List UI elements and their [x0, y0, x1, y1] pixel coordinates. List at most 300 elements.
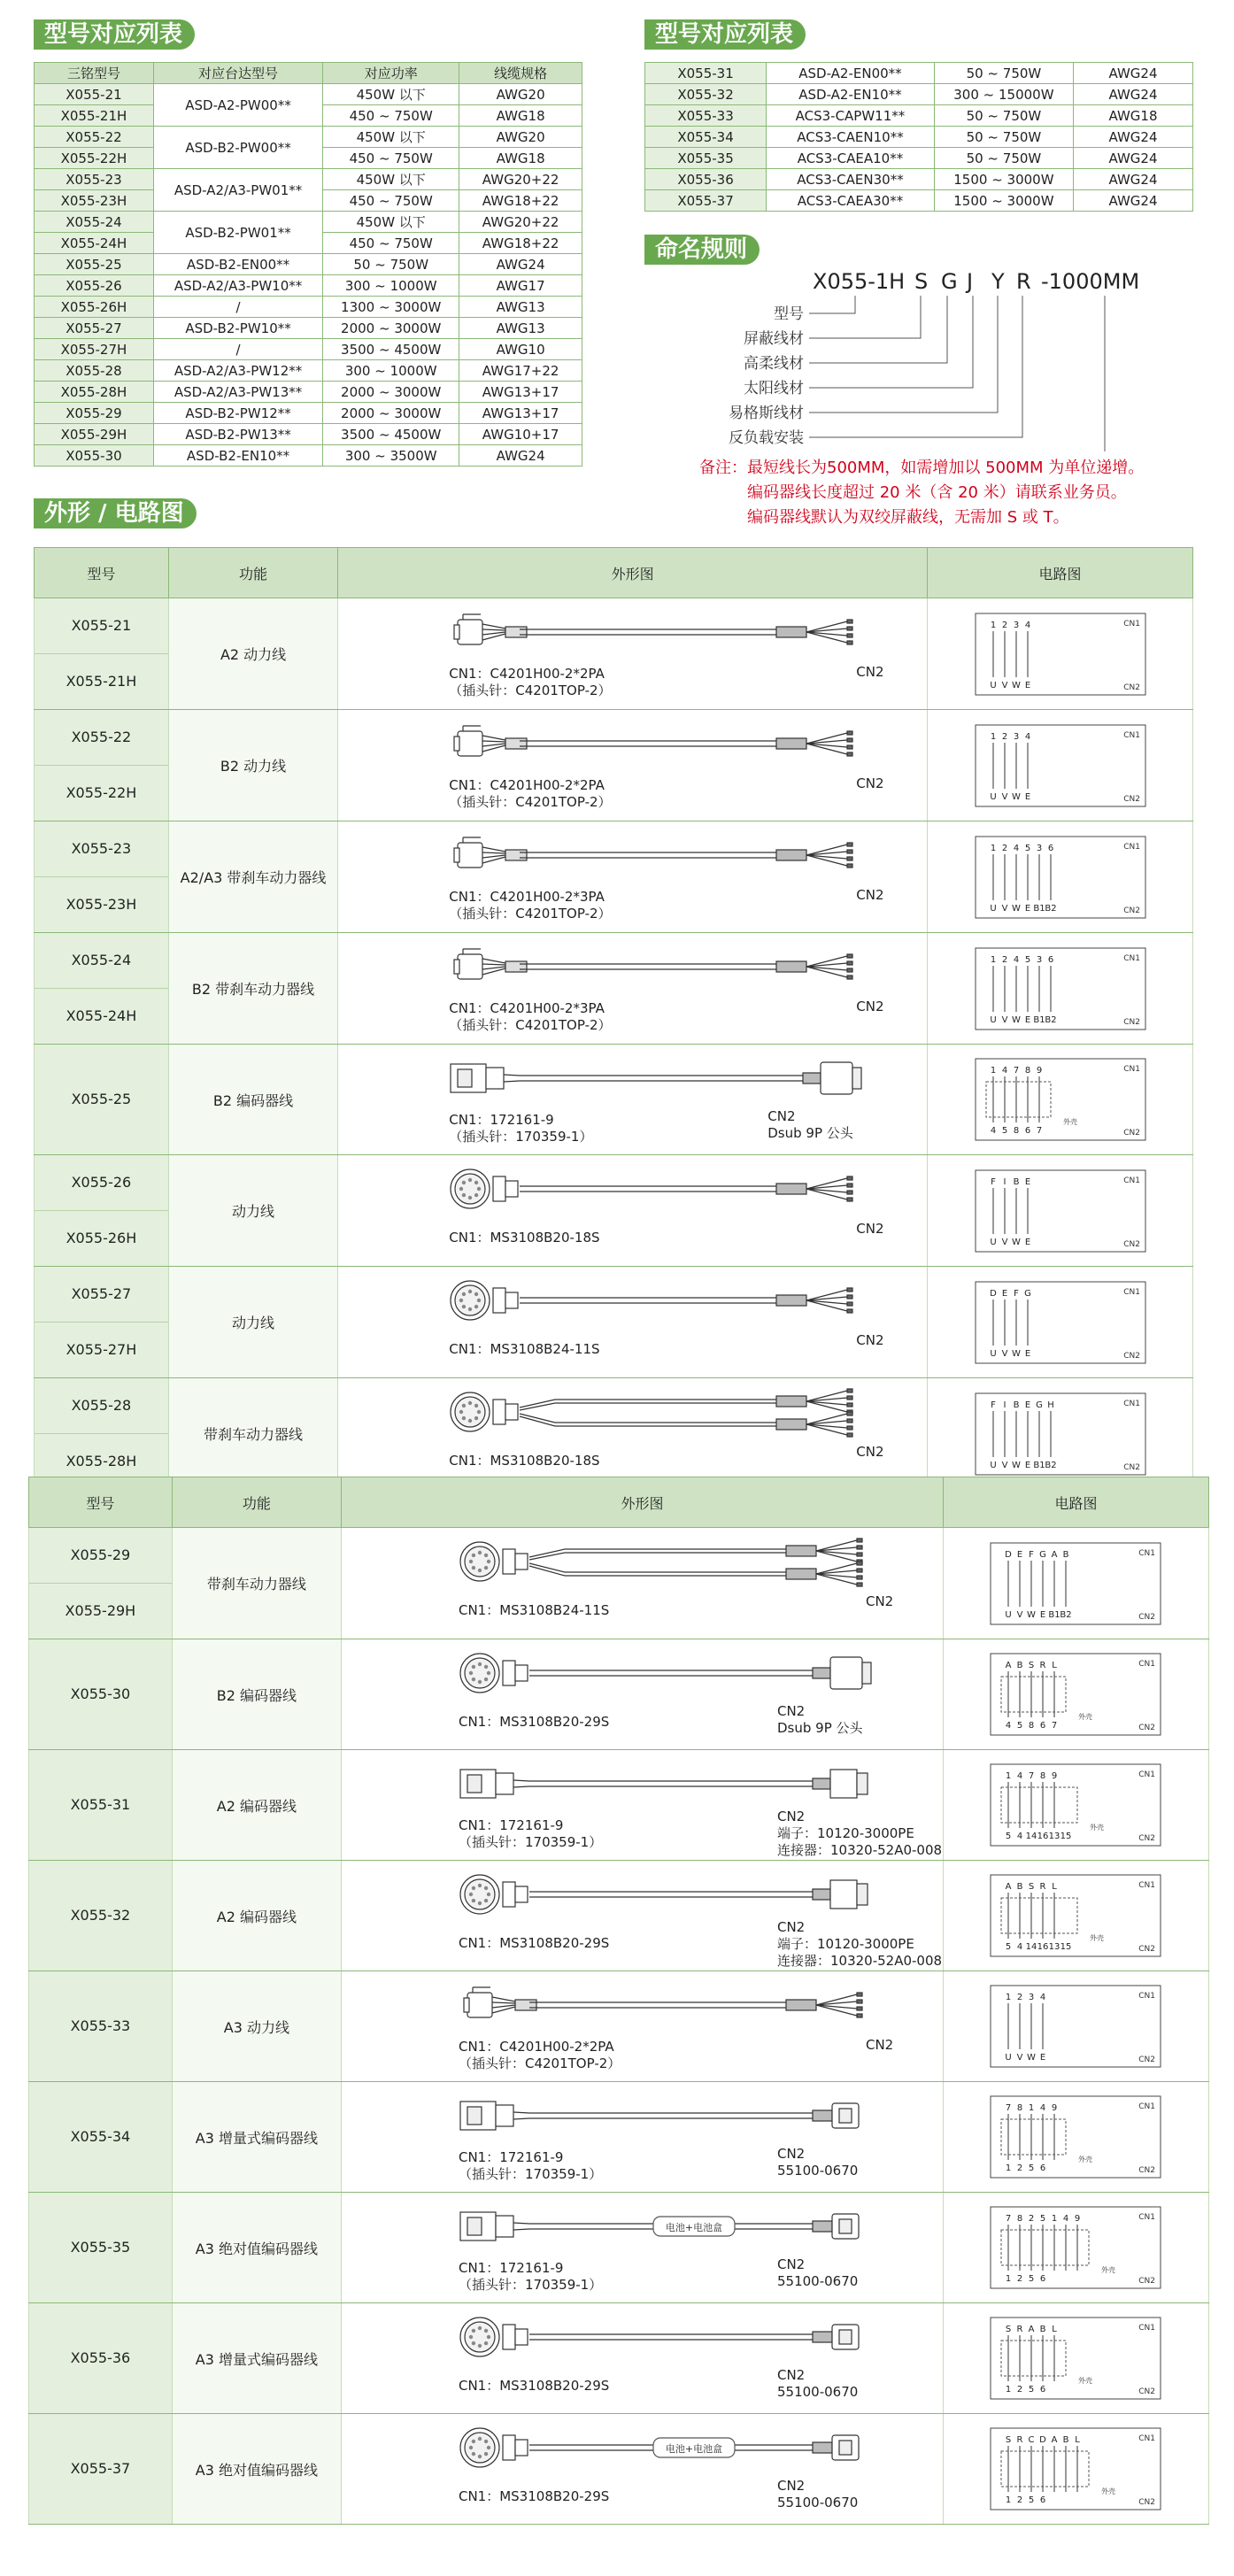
- cn1-label-line: （插头针：C4201TOP-2）: [449, 1017, 612, 1033]
- outline-drawing-cell: [341, 1528, 943, 1639]
- outline-header: 电路图: [928, 548, 1193, 598]
- naming-code-part: X055-1H: [813, 269, 906, 294]
- map-header: 对应台达型号: [153, 63, 322, 84]
- circuit-pin-top: 5: [1024, 954, 1030, 965]
- map-power: 3500 ~ 4500W: [323, 424, 459, 445]
- map-awg: AWG13+17: [459, 382, 582, 403]
- outline-function: 动力线: [168, 1155, 337, 1267]
- naming-label: 型号: [774, 305, 804, 323]
- cn1-label-line: CN1：MS3108B20-29S: [458, 2378, 610, 2394]
- circuit-cn2-label: CN2: [1138, 2387, 1156, 2396]
- outline-circuit-cell: [928, 933, 1193, 1045]
- outline-model-cell: [29, 2303, 173, 2414]
- map-delta-model: ASD-B2-EN10**: [153, 445, 322, 467]
- map-model: X055-35: [645, 148, 767, 169]
- map-delta-model: ASD-A2-PW00**: [153, 84, 322, 127]
- outline-model: X055-29: [70, 1546, 131, 1563]
- circuit-pin-bottom: B1: [1032, 1014, 1045, 1025]
- cn1-label: [449, 1112, 592, 1145]
- outline-row: [29, 1528, 1209, 1639]
- outline-drawing-cell: [341, 1861, 943, 1971]
- circuit-pin-bottom: U: [1005, 2053, 1013, 2063]
- circuit-pin-top: H: [1046, 1400, 1054, 1410]
- circuit-cn1-label: CN1: [1138, 2213, 1156, 2222]
- circuit-pin-bottom: 5: [1017, 1721, 1023, 1731]
- circuit-pin-bottom: 13: [1049, 1832, 1060, 1841]
- map-power: 1500 ~ 3000W: [934, 169, 1073, 190]
- circuit-pin-top: B: [1017, 1882, 1023, 1892]
- circuit-cn2-label: CN2: [1138, 1612, 1156, 1622]
- cn1-label-line: CN1：MS3108B24-11S: [449, 1341, 600, 1357]
- outline-model: X055-28: [71, 1397, 132, 1414]
- cn1-label-line: CN1：C4201H00-2*3PA: [449, 889, 605, 905]
- cn1-label-line: CN1：MS3108B24-11S: [458, 1602, 610, 1618]
- outline-circuit-cell: [943, 2303, 1208, 2414]
- circuit-diagram: [989, 2316, 1162, 2401]
- cable-drawing: [441, 1977, 901, 2039]
- map-row: [35, 445, 582, 467]
- circuit-pin-bottom: W: [1011, 903, 1021, 914]
- outline-row: [35, 1267, 1193, 1378]
- cn2-label-line: CN2: [856, 1444, 884, 1460]
- naming-code-part: G: [941, 269, 958, 294]
- cn2-label-line: Dsub 9P 公头: [776, 1720, 863, 1736]
- outline-row: [29, 2082, 1209, 2193]
- cable-drawing: [431, 1384, 891, 1446]
- circuit-shell-label: 外壳: [1090, 1934, 1105, 1942]
- circuit-pin-top: B: [1013, 1400, 1019, 1410]
- cn2-label-line: CN2: [856, 887, 884, 903]
- naming-label: 反负载安装: [729, 429, 804, 447]
- circuit-pin-top: A: [1006, 1661, 1012, 1670]
- map-power: 450 ~ 750W: [323, 233, 459, 254]
- outline-circuit-cell: [928, 821, 1193, 933]
- circuit-pin-bottom: 4: [1017, 1832, 1023, 1841]
- cn2-label-line: CN2: [856, 775, 884, 791]
- circuit-pin-top: A: [1052, 2435, 1058, 2445]
- cn2-label: [856, 1332, 883, 1349]
- outline-row: [29, 2303, 1209, 2414]
- circuit-pin-top: 3: [1013, 620, 1019, 630]
- map-model: X055-28: [35, 360, 154, 382]
- circuit-diagram: [974, 1392, 1147, 1477]
- outline-circuit-cell: [928, 1378, 1193, 1490]
- cn2-label-line: CN2: [767, 1108, 796, 1124]
- circuit-pin-bottom: B1: [1032, 1460, 1045, 1470]
- cn1-label: [459, 2378, 609, 2395]
- circuit-pin-bottom: E: [1024, 1237, 1030, 1247]
- circuit-pin-bottom: 2: [1017, 2385, 1023, 2395]
- outline-circuit-cell: [943, 1639, 1208, 1750]
- map-power: 300 ~ 15000W: [934, 84, 1073, 105]
- map-power: 450 ~ 750W: [323, 148, 459, 169]
- circuit-pin-bottom: W: [1027, 2053, 1037, 2063]
- circuit-cn1-label: CN1: [1138, 1660, 1156, 1669]
- outline-circuit-cell: [943, 1528, 1208, 1639]
- map-model: X055-34: [645, 127, 767, 148]
- cn2-label-line: CN2: [856, 999, 884, 1014]
- naming-title: 命名规则: [644, 235, 760, 265]
- naming-leader-line: [809, 296, 921, 338]
- outline-row: [35, 933, 1193, 1045]
- circuit-cn1-label: CN1: [1122, 619, 1140, 629]
- cn2-label-line: CN2: [856, 664, 884, 680]
- circuit-pin-bottom: 8: [1029, 1721, 1035, 1731]
- cn1-label: [459, 2149, 602, 2183]
- circuit-pin-bottom: 6: [1040, 2163, 1046, 2173]
- outline-model-cell: [35, 821, 169, 933]
- circuit-pin-bottom: W: [1011, 1460, 1021, 1470]
- outline-model: X055-35: [70, 2239, 131, 2256]
- outline-drawing-cell: [338, 1267, 928, 1378]
- circuit-pin-bottom: 5: [1006, 1832, 1012, 1841]
- circuit-pin-top: L: [1052, 1661, 1058, 1670]
- note-line-3: 编码器线默认为双绞屏蔽线，无需加 S 或 T。: [747, 508, 1069, 527]
- map-awg: AWG10: [459, 339, 582, 360]
- outline-drawing-cell: [341, 1639, 943, 1750]
- circuit-pin-top: 3: [1036, 843, 1042, 853]
- circuit-pin-top: 4: [1024, 620, 1030, 630]
- outline-drawing-cell: [341, 1750, 943, 1861]
- map-power: 2000 ~ 3000W: [323, 318, 459, 339]
- outline-function: B2 编码器线: [168, 1045, 337, 1155]
- map-delta-model: /: [153, 339, 322, 360]
- mdr-connector-icon: [830, 1770, 857, 1798]
- circuit-pin-bottom: E: [1040, 1609, 1046, 1620]
- circuit-cn1-label: CN1: [1122, 1287, 1140, 1297]
- note-line-2: 编码器线长度超过 20 米（含 20 米）请联系业务员。: [747, 483, 1127, 502]
- outline-model: X055-21H: [35, 653, 168, 709]
- circuit-pin-top: 8: [1040, 1771, 1046, 1781]
- map-row: [35, 297, 582, 318]
- map-power: 50 ~ 750W: [934, 63, 1073, 84]
- plug-connector-icon: [458, 620, 482, 644]
- circuit-pin-top: L: [1052, 1882, 1058, 1892]
- outline-circuit-cell: [943, 1750, 1208, 1861]
- cn2-label: [856, 664, 883, 681]
- map-awg: AWG24: [459, 445, 582, 467]
- circuit-cn1-label: CN1: [1138, 2434, 1156, 2443]
- cn2-label-line: 连接器：10320-52A0-008: [776, 1842, 943, 1858]
- map-power: 450W 以下: [323, 84, 459, 105]
- outline-header: 外形图: [338, 548, 928, 598]
- circuit-cn1-label: CN1: [1122, 842, 1140, 852]
- circuit-cn2-label: CN2: [1138, 2498, 1156, 2507]
- circuit-diagram: [974, 835, 1147, 920]
- map-header: 对应功率: [323, 63, 459, 84]
- map-row: [35, 275, 582, 297]
- cn1-label-line: （插头针：C4201TOP-2）: [449, 683, 612, 698]
- circuit-pin-bottom: 5: [1029, 2274, 1035, 2284]
- map-awg: AWG17: [459, 275, 582, 297]
- circuit-cn1-label: CN1: [1138, 2324, 1156, 2333]
- cable-drawing: [441, 1533, 901, 1595]
- circuit-pin-bottom: V: [1001, 791, 1007, 802]
- map-delta-model: ASD-B2-PW13**: [153, 424, 322, 445]
- circuit-pin-bottom: 5: [1029, 2495, 1035, 2505]
- circuit-pin-top: R: [1016, 2325, 1023, 2334]
- outline-model: X055-24: [71, 952, 132, 968]
- cn1-label: [449, 666, 611, 699]
- map-awg: AWG20+22: [459, 169, 582, 190]
- outline-model: X055-22: [71, 729, 132, 745]
- circuit-cn2-label: CN2: [1122, 1239, 1140, 1249]
- circuit-pin-top: 7: [1006, 2214, 1012, 2224]
- circuit-pin-bottom: W: [1011, 1237, 1021, 1247]
- cable-drawing: [441, 2309, 901, 2371]
- circuit-pin-bottom: 7: [1052, 1721, 1058, 1731]
- circuit-pin-bottom: U: [989, 1460, 997, 1470]
- circuit-diagram: [974, 723, 1147, 808]
- circuit-pin-bottom: W: [1011, 791, 1021, 802]
- cn1-label-line: CN1：C4201H00-2*2PA: [449, 666, 605, 682]
- outline-header: 功能: [172, 1477, 341, 1528]
- circuit-pin-bottom: V: [1017, 1609, 1023, 1620]
- outline-function: B2 编码器线: [172, 1639, 341, 1750]
- cn2-label-line: 55100-0670: [776, 2384, 859, 2400]
- circuit-diagram: [974, 1168, 1147, 1253]
- circuit-pin-bottom: U: [989, 1348, 997, 1359]
- map-power: 50 ~ 750W: [934, 127, 1073, 148]
- cn2-label: [856, 887, 883, 904]
- circuit-pin-bottom: U: [1005, 1609, 1013, 1620]
- map-power: 2000 ~ 3000W: [323, 403, 459, 424]
- outline-drawing-cell: [338, 821, 928, 933]
- circuit-pin-top: 2: [1017, 1993, 1023, 2002]
- map-row: [35, 169, 582, 190]
- circuit-shell-label: 外壳: [1090, 1824, 1105, 1832]
- map-model: X055-24H: [35, 233, 154, 254]
- outline-function: A3 绝对值编码器线: [172, 2414, 341, 2525]
- map-awg: AWG13: [459, 318, 582, 339]
- map-power: 450W 以下: [323, 127, 459, 148]
- circuit-cn2-label: CN2: [1138, 1724, 1156, 1732]
- circuit-cn2-label: CN2: [1138, 2055, 1156, 2064]
- map-header: 三铭型号: [35, 63, 154, 84]
- map-row: [645, 169, 1193, 190]
- outline-model: X055-24H: [35, 988, 168, 1044]
- outline-model-cell: [35, 1378, 169, 1490]
- outline-drawing-cell: [338, 1155, 928, 1267]
- circuit-pin-bottom: 4: [990, 1126, 996, 1136]
- outline-drawing-cell: [341, 2414, 943, 2525]
- circuit-pin-top: C: [1028, 2435, 1035, 2445]
- cn1-label-line: CN1：172161-9: [449, 1112, 554, 1128]
- circuit-pin-bottom: B2: [1044, 903, 1057, 914]
- mdr-connector-icon: [830, 1880, 857, 1909]
- circuit-pin-top: D: [1039, 2435, 1047, 2445]
- circuit-pin-top: E: [1001, 1288, 1007, 1299]
- circuit-pin-top: 6: [1047, 954, 1053, 965]
- map-awg: AWG24: [1074, 190, 1193, 212]
- naming-leader-line: [809, 296, 1105, 451]
- outline-model: X055-27: [71, 1285, 132, 1302]
- circuit-pin-bottom: 6: [1024, 1126, 1030, 1136]
- dsub-connector-icon: [830, 1657, 862, 1689]
- circuit-diagram: [974, 612, 1147, 697]
- battery-label: 电池+电池盒: [665, 2443, 723, 2455]
- naming-label: 高柔线材: [744, 355, 804, 373]
- cn1-label-line: CN1：MS3108B20-18S: [449, 1230, 600, 1246]
- cn1-label: [459, 1935, 609, 1952]
- cn1-label-line: （插头针：170359-1）: [458, 2277, 603, 2293]
- map-power: 3500 ~ 4500W: [323, 339, 459, 360]
- cn1-label: [449, 889, 611, 922]
- cable-drawing: [431, 1272, 891, 1334]
- outline-drawing-cell: [341, 2082, 943, 2193]
- outline-circuit-cell: [943, 2193, 1208, 2303]
- circuit-pin-bottom: E: [1024, 1348, 1030, 1359]
- circuit-pin-bottom: E: [1024, 1460, 1030, 1470]
- circuit-pin-top: 4: [1001, 1066, 1007, 1076]
- cn2-label-line: CN2: [776, 2478, 806, 2494]
- circuit-pin-bottom: V: [1001, 1460, 1007, 1470]
- circuit-pin-top: L: [1075, 2435, 1081, 2445]
- map-model: X055-25: [35, 254, 154, 275]
- map-row: [35, 127, 582, 148]
- outline-row: [35, 821, 1193, 933]
- outline-circuit-cell: [928, 1045, 1193, 1155]
- outline-function: A2 编码器线: [172, 1750, 341, 1861]
- outline-model: X055-30: [70, 1685, 131, 1702]
- cn2-label-line: 端子：10120-3000PE: [776, 1936, 914, 1952]
- map-power: 50 ~ 750W: [323, 254, 459, 275]
- circuit-pin-top: E: [1017, 1549, 1023, 1560]
- map-awg: AWG13+17: [459, 403, 582, 424]
- cn2-label-line: CN2: [776, 2146, 806, 2162]
- circuit-pin-bottom: W: [1011, 1014, 1021, 1025]
- circuit-pin-top: 1: [990, 954, 996, 965]
- outline-circuit-cell: [943, 2414, 1208, 2525]
- circuit-pin-bottom: 5: [1001, 1126, 1007, 1136]
- outline-drawing-cell: [338, 1378, 928, 1490]
- cn1-label-line: CN1：172161-9: [458, 2260, 564, 2276]
- map-delta-model: ASD-A2/A3-PW12**: [153, 360, 322, 382]
- map-delta-model: ASD-B2-EN00**: [153, 254, 322, 275]
- cn2-label: [777, 2146, 858, 2179]
- map-awg: AWG18+22: [459, 233, 582, 254]
- cn1-label-line: （插头针：C4201TOP-2）: [458, 2055, 621, 2071]
- circuit-pin-top: 3: [1013, 731, 1019, 742]
- circuit-pin-top: 2: [1001, 620, 1007, 630]
- cn2-label: [777, 1809, 942, 1859]
- map-power: 300 ~ 3500W: [323, 445, 459, 467]
- naming-label: 屏蔽线材: [744, 330, 804, 348]
- outline-circuit-cell: [928, 710, 1193, 821]
- circuit-pin-top: D: [1005, 1549, 1013, 1560]
- map-delta-model: ACS3-CAEN30**: [767, 169, 935, 190]
- outline-function: A3 增量式编码器线: [172, 2303, 341, 2414]
- outline-model-cell: [35, 710, 169, 821]
- outline-circuit-cell: [928, 1267, 1193, 1378]
- outline-header: 外形图: [341, 1477, 943, 1528]
- circuit-cn1-label: CN1: [1122, 1065, 1140, 1074]
- outline-model: X055-27H: [35, 1322, 168, 1377]
- map-awg: AWG18: [459, 105, 582, 127]
- cn2-label-line: 55100-0670: [776, 2163, 859, 2179]
- circuit-pin-top: 4: [1024, 731, 1030, 742]
- cable-drawing: [441, 2087, 901, 2149]
- plug-connector-icon: [458, 731, 482, 756]
- circuit-cn2-label: CN2: [1122, 906, 1140, 915]
- circuit-pin-top: 1: [1006, 1771, 1012, 1781]
- cn1-label-line: （插头针：170359-1）: [449, 1129, 593, 1145]
- cn2-label-line: CN2: [776, 1919, 806, 1935]
- naming-leader-line: [809, 296, 947, 363]
- circuit-pin-top: G: [1039, 1549, 1047, 1560]
- map-delta-model: ASD-A2/A3-PW10**: [153, 275, 322, 297]
- circuit-pin-top: 1: [1006, 1993, 1012, 2002]
- map-row: [35, 212, 582, 233]
- circuit-pin-top: B: [1017, 1661, 1023, 1670]
- cn1-label-line: CN1：C4201H00-2*3PA: [449, 1000, 605, 1016]
- cable-drawing: [431, 715, 891, 777]
- outline-model-cell: [35, 1267, 169, 1378]
- circuit-pin-bottom: E: [1040, 2053, 1046, 2063]
- circuit-pin-bottom: V: [1001, 1348, 1007, 1359]
- outline-header: 功能: [168, 548, 337, 598]
- circuit-pin-top: F: [990, 1176, 996, 1187]
- circuit-diagram: [974, 1057, 1147, 1142]
- cn2-label: [767, 1108, 853, 1142]
- circuit-pin-top: S: [1006, 2325, 1012, 2334]
- naming-leader-line: [809, 296, 973, 388]
- outline-model: X055-26H: [35, 1210, 168, 1266]
- circuit-pin-top: R: [1039, 1661, 1046, 1670]
- naming-leader-line: [809, 296, 1022, 437]
- outline-model-cell: [29, 2414, 173, 2525]
- circuit-pin-top: 2: [1029, 2214, 1035, 2224]
- outline-row: [35, 710, 1193, 821]
- circuit-pin-top: 8: [1017, 2214, 1023, 2224]
- outline-model: X055-32: [70, 1907, 131, 1924]
- circuit-pin-bottom: V: [1001, 680, 1007, 690]
- cn2-label: [777, 2367, 858, 2401]
- naming-code-part: R: [1016, 269, 1031, 294]
- circuit-pin-bottom: 5: [1006, 1942, 1012, 1952]
- circuit-pin-top: 1: [1029, 2103, 1035, 2113]
- circuit-cn1-label: CN1: [1138, 2102, 1156, 2111]
- map-awg: AWG18: [459, 148, 582, 169]
- circuit-cn2-label: CN2: [1122, 683, 1140, 692]
- map-model: X055-29: [35, 403, 154, 424]
- map-delta-model: ASD-B2-PW12**: [153, 403, 322, 424]
- naming-code-part: J: [967, 269, 974, 294]
- outline-drawing-cell: [338, 710, 928, 821]
- circuit-diagram: [989, 2426, 1162, 2511]
- circuit-pin-top: 1: [990, 1066, 996, 1076]
- cn1-label-line: CN1：MS3108B20-29S: [458, 2488, 610, 2504]
- circuit-shell-label: 外壳: [1101, 2487, 1116, 2495]
- circuit-pin-top: 9: [1052, 1771, 1058, 1781]
- circuit-pin-top: 6: [1047, 843, 1053, 853]
- cn2-label-line: CN2: [776, 2367, 806, 2383]
- cable-drawing: [441, 2198, 901, 2260]
- circuit-cn2-label: CN2: [1122, 1129, 1140, 1138]
- circuit-pin-bottom: U: [989, 1014, 997, 1025]
- map-row: [645, 148, 1193, 169]
- circuit-pin-top: L: [1052, 2325, 1058, 2334]
- cn1-label: [459, 2260, 602, 2294]
- outline-function: A2/A3 带刹车动力器线: [168, 821, 337, 933]
- circuit-pin-bottom: E: [1024, 791, 1030, 802]
- circuit-pin-top: G: [1035, 1400, 1043, 1410]
- circuit-pin-bottom: 2: [1017, 2163, 1023, 2173]
- naming-notes: [699, 456, 1144, 530]
- map-row: [35, 382, 582, 403]
- circuit-pin-bottom: 13: [1049, 1942, 1060, 1952]
- circuit-pin-top: S: [1029, 1882, 1035, 1892]
